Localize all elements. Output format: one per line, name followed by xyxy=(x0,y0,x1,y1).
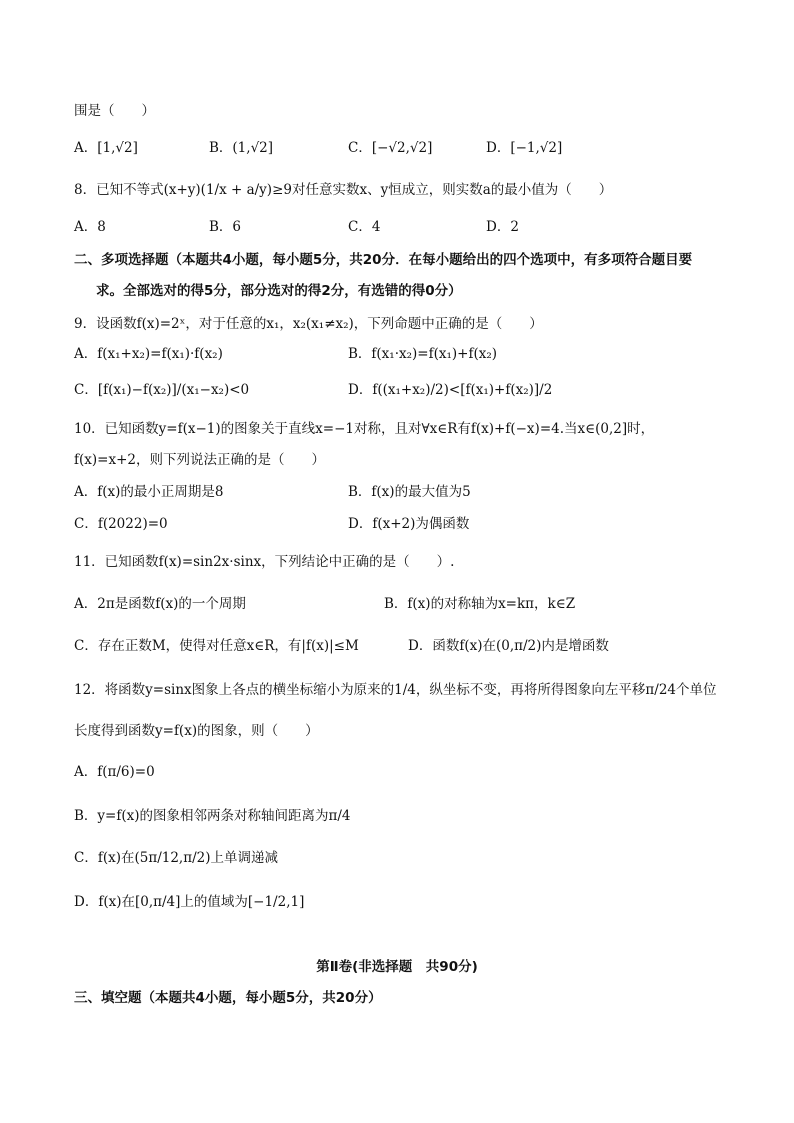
q11-option-d: D．函数f(x)在(0,π/2)内是增函数 xyxy=(408,638,609,654)
q8-stem: 8．已知不等式(x+y)(1/x + a/y)≥9对任意实数x、y恒成立，则实数a的最小值为（ ） xyxy=(74,182,613,198)
q12-stem-line1: 12．将函数y=sinx图象上各点的横坐标缩小为原来的1/4，纵坐标不变，再将所得图象向左平移π/24个单位 xyxy=(74,682,717,698)
q11-option-a: A．2π是函数f(x)的一个周期 xyxy=(74,596,246,612)
section2-header-line1: 二、多项选择题（本题共4小题，每小题5分，共20分．在每小题给出的四个选项中，有多项符合题目要 xyxy=(74,252,693,268)
q8-option-a: A．8 xyxy=(74,219,106,235)
q10-stem-line2: f(x)=x+2，则下列说法正确的是（ ） xyxy=(74,452,325,468)
q8-option-b: B．6 xyxy=(209,219,242,235)
section2-header-line2: 求。全部选对的得5分，部分选对的得2分，有选错的得0分） xyxy=(96,283,462,299)
q12-option-c: C．f(x)在(5π/12,π/2)上单调递减 xyxy=(74,850,278,866)
q12-option-a: A．f(π/6)=0 xyxy=(74,764,155,780)
q9-option-b: B．f(x₁·x₂)=f(x₁)+f(x₂) xyxy=(348,346,498,362)
q7-option-a: A．[1,√2] xyxy=(74,140,138,156)
q9-stem: 9．设函数f(x)=2ˣ，对于任意的x₁，x₂(x₁≠x₂)，下列命题中正确的是（ ） xyxy=(74,316,543,332)
q10-option-a: A．f(x)的最小正周期是8 xyxy=(74,484,224,500)
q9-option-d: D．f((x₁+x₂)/2)<[f(x₁)+f(x₂)]/2 xyxy=(348,382,553,398)
q7-tail: 围是（ ） xyxy=(74,103,155,119)
section3-header: 三、填空题（本题共4小题，每小题5分，共20分） xyxy=(74,990,382,1006)
q11-stem: 11．已知函数f(x)=sin2x·sinx，下列结论中正确的是（ ）. xyxy=(74,554,455,570)
q11-option-b: B．f(x)的对称轴为x=kπ，k∈Z xyxy=(384,596,576,612)
q12-option-d: D．f(x)在[0,π/4]上的值域为[−1/2,1] xyxy=(74,894,305,910)
q7-option-b: B．(1,√2] xyxy=(209,140,274,156)
q10-option-b: B．f(x)的最大值为5 xyxy=(348,484,471,500)
part2-title: 第Ⅱ卷(非选择题 共90分) xyxy=(316,959,478,975)
q10-stem-line1: 10．已知函数y=f(x−1)的图象关于直线x=−1对称，且对∀x∈R有f(x)+f(−x)=4.当x∈(0,2]时， xyxy=(74,421,655,437)
q7-option-d: D．[−1,√2] xyxy=(486,140,563,156)
q12-option-b: B．y=f(x)的图象相邻两条对称轴间距离为π/4 xyxy=(74,808,351,824)
q10-option-d: D．f(x+2)为偶函数 xyxy=(348,516,470,532)
q9-option-a: A．f(x₁+x₂)=f(x₁)·f(x₂) xyxy=(74,346,223,362)
q9-option-c: C．[f(x₁)−f(x₂)]/(x₁−x₂)<0 xyxy=(74,382,250,398)
q10-option-c: C．f(2022)=0 xyxy=(74,516,168,532)
q8-option-d: D．2 xyxy=(486,219,519,235)
q8-option-c: C．4 xyxy=(348,219,381,235)
q11-option-c: C．存在正数M，使得对任意x∈R，有|f(x)|≤M xyxy=(74,638,359,654)
q7-option-c: C．[−√2,√2] xyxy=(348,140,433,156)
q12-stem-line2: 长度得到函数y=f(x)的图象，则（ ） xyxy=(74,723,319,739)
